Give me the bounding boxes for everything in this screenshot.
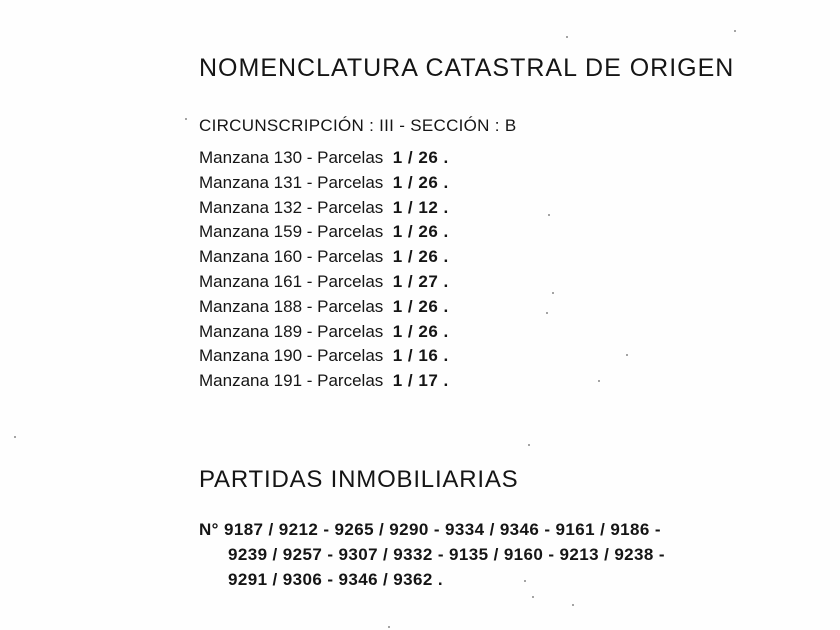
parcelas-range: 1 / 26 . — [392, 321, 449, 341]
manzana-label: Manzana 188 - Parcelas — [199, 296, 384, 316]
manzana-label: Manzana 189 - Parcelas — [199, 321, 384, 341]
list-item — [199, 196, 449, 221]
list-item — [199, 369, 449, 394]
scan-speck — [524, 580, 526, 582]
parcelas-range: 1 / 17 . — [392, 371, 449, 391]
list-item — [199, 344, 449, 369]
manzana-label: Manzana 160 - Parcelas — [199, 247, 384, 267]
list-item — [199, 171, 449, 196]
parcelas-range: 1 / 26 . — [392, 222, 449, 242]
scan-speck — [14, 436, 16, 438]
scan-speck — [552, 292, 554, 294]
parcelas-range: 1 / 26 . — [392, 296, 449, 316]
scan-speck — [388, 626, 390, 628]
list-item — [199, 270, 449, 295]
partidas-list — [199, 517, 665, 592]
scan-speck — [546, 312, 548, 314]
scan-speck — [626, 354, 628, 356]
scan-speck — [566, 36, 568, 38]
scan-speck — [532, 596, 534, 598]
scan-speck — [185, 118, 187, 120]
partidas-line: N° 9187 / 9212 - 9265 / 9290 - 9334 / 9346 - 9161 / 9186 - — [199, 520, 661, 539]
manzana-label: Manzana 159 - Parcelas — [199, 222, 384, 242]
partidas-line: 9239 / 9257 - 9307 / 9332 - 9135 / 9160 - 9213 / 9238 - — [228, 545, 665, 564]
manzana-label: Manzana 161 - Parcelas — [199, 271, 384, 291]
section-title-partidas: PARTIDAS INMOBILIARIAS — [199, 466, 519, 493]
parcelas-range: 1 / 16 . — [392, 346, 449, 366]
manzana-label: Manzana 132 - Parcelas — [199, 197, 384, 217]
scan-speck — [572, 604, 574, 606]
parcelas-range: 1 / 27 . — [392, 271, 449, 291]
list-item — [199, 220, 449, 245]
manzana-list — [199, 146, 449, 394]
manzana-label: Manzana 190 - Parcelas — [199, 346, 384, 366]
list-item — [199, 320, 449, 345]
scan-speck — [548, 214, 550, 216]
partidas-line: 9291 / 9306 - 9346 / 9362 . — [228, 570, 443, 589]
scan-speck — [734, 30, 736, 32]
list-item — [199, 295, 449, 320]
section-title-nomenclatura: NOMENCLATURA CATASTRAL DE ORIGEN — [199, 54, 735, 82]
manzana-label: Manzana 191 - Parcelas — [199, 371, 384, 391]
parcelas-range: 1 / 26 . — [392, 148, 449, 167]
parcelas-range: 1 / 26 . — [392, 172, 449, 192]
parcelas-range: 1 / 12 . — [392, 197, 449, 217]
manzana-label: Manzana 130 - Parcelas — [199, 148, 384, 167]
list-item — [199, 146, 449, 171]
scan-speck — [598, 380, 600, 382]
parcelas-range: 1 / 26 . — [392, 247, 449, 267]
circunscripcion-seccion: CIRCUNSCRIPCIÓN : III - SECCIÓN : B — [199, 116, 517, 135]
scan-speck — [528, 444, 530, 446]
list-item — [199, 245, 449, 270]
manzana-label: Manzana 131 - Parcelas — [199, 172, 384, 192]
